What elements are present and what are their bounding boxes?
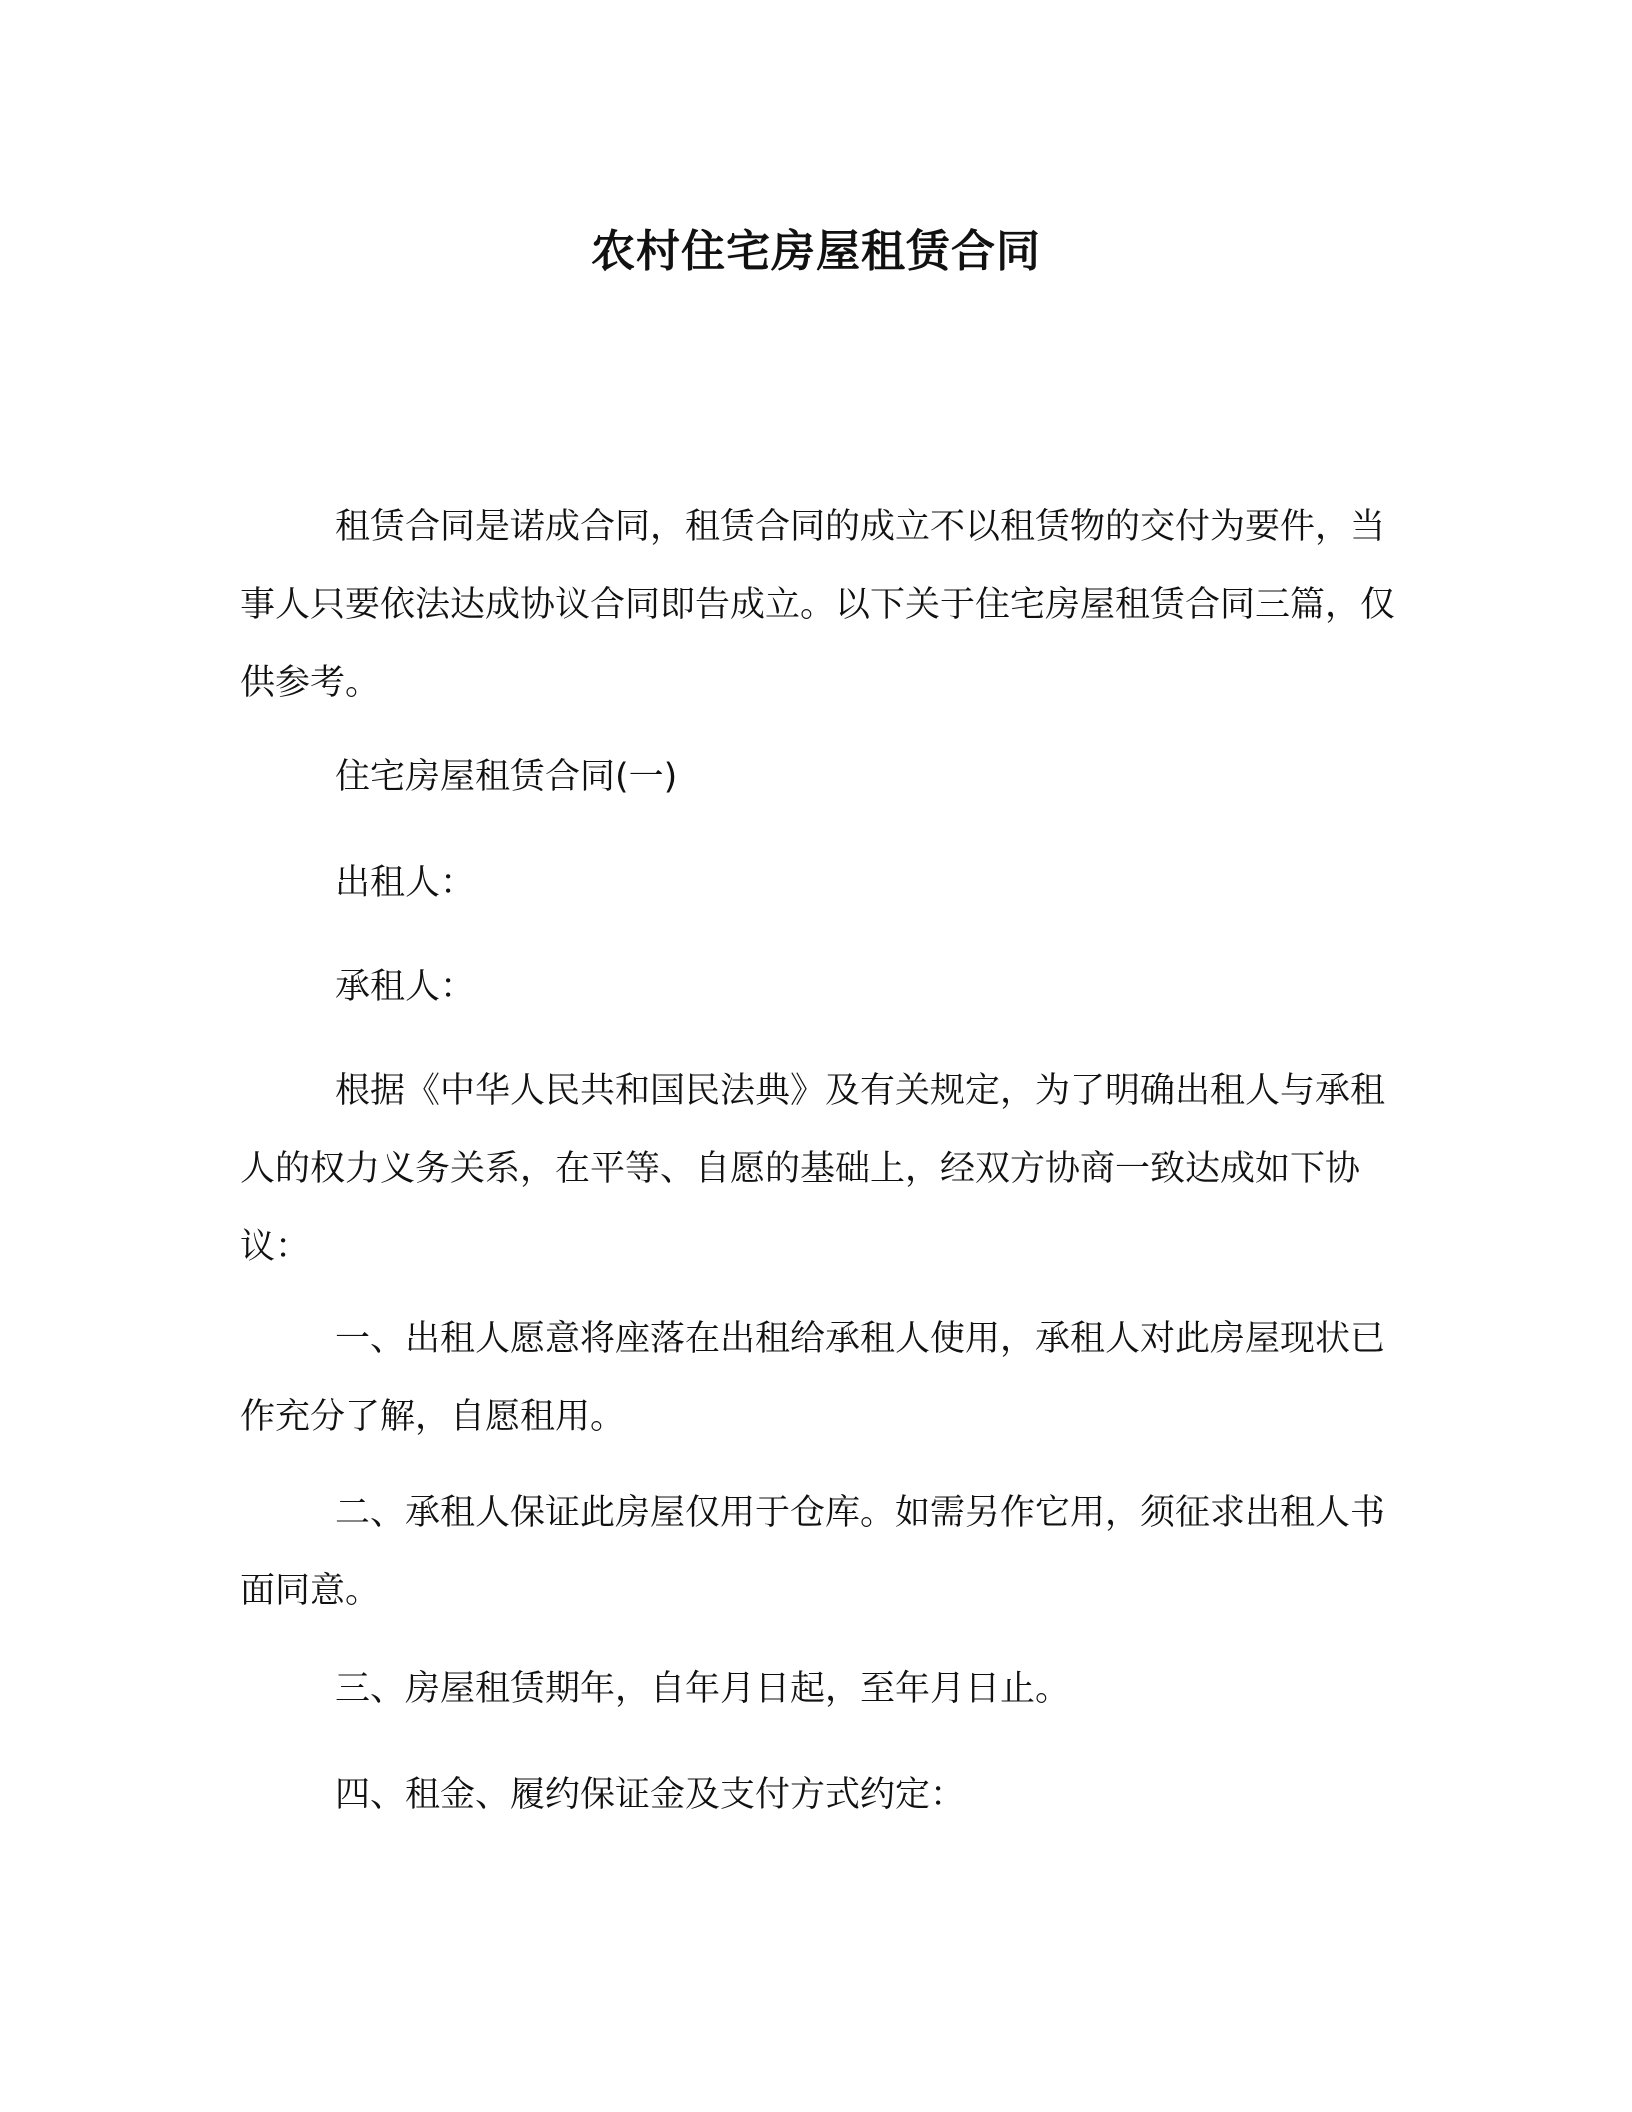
lessor-field: 出租人： bbox=[335, 863, 476, 903]
contract-heading: 住宅房屋租赁合同(一) bbox=[335, 757, 678, 797]
document-title: 农村住宅房屋租赁合同 bbox=[591, 226, 1041, 277]
lessee-field: 承租人： bbox=[335, 967, 476, 1007]
preamble-paragraph: 根据《中华人民共和国民法典》及有关规定，为了明确出租人与承租人的权力义务关系，在平等、自愿的基础上，经双方协商一致达成如下协议： bbox=[240, 1071, 1386, 1267]
intro-paragraph: 租赁合同是诺成合同，租赁合同的成立不以租赁物的交付为要件，当事人只要依法达成协议合同即告成立。以下关于住宅房屋租赁合同三篇，仅供参考。 bbox=[240, 507, 1396, 703]
clause-3: 三、房屋租赁期年，自年月日起，至年月日止。 bbox=[335, 1669, 1071, 1709]
clause-2: 二、承租人保证此房屋仅用于仓库。如需另作它用，须征求出租人书面同意。 bbox=[240, 1493, 1386, 1611]
clause-4: 四、租金、履约保证金及支付方式约定： bbox=[335, 1775, 966, 1815]
clause-1: 一、出租人愿意将座落在出租给承租人使用，承租人对此房屋现状已作充分了解，自愿租用。 bbox=[240, 1319, 1386, 1437]
